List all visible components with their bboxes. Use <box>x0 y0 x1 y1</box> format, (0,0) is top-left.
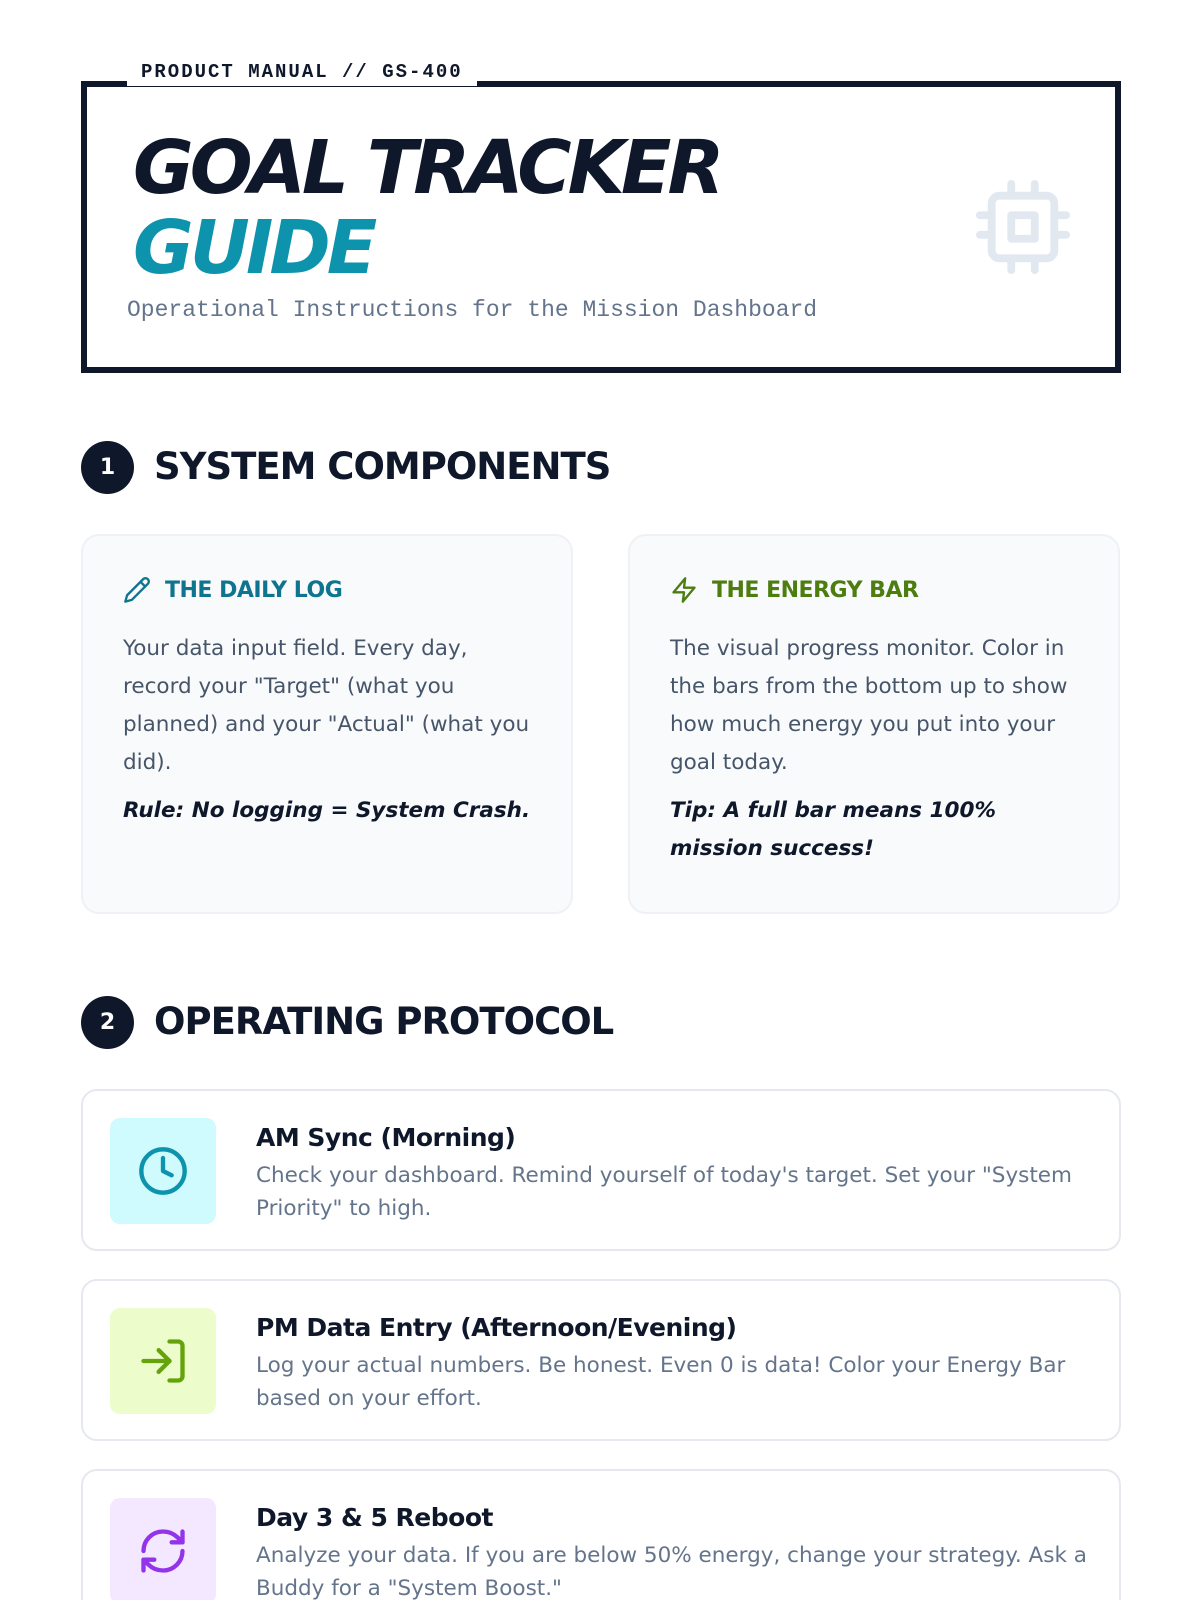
card-body <box>670 630 1090 868</box>
component-card-energy-bar <box>628 534 1120 914</box>
component-card-daily-log <box>81 534 573 914</box>
step-title: AM Sync (Morning) <box>256 1123 516 1152</box>
lightning-icon <box>670 576 698 604</box>
card-tip: Tip: A full bar means 100% mission success! <box>670 798 997 861</box>
step-title: Day 3 & 5 Reboot <box>256 1503 493 1532</box>
page-title-accent: GUIDE <box>133 205 374 291</box>
protocol-step-pm-entry <box>81 1279 1121 1441</box>
step-description: Log your actual numbers. Be honest. Even 0 is data! Color your Energy Bar based on your effort. <box>256 1353 1066 1411</box>
section-title-components: SYSTEM COMPONENTS <box>154 445 611 488</box>
step-icon-box <box>110 1498 216 1600</box>
card-rule: Rule: No logging = System Crash. <box>123 798 531 823</box>
step-description: Analyze your data. If you are below 50% energy, change your strategy. Ask a Buddy for a "System Boost." <box>256 1543 1087 1600</box>
section-number-1: 1 <box>81 441 134 494</box>
manual-tag: PRODUCT MANUAL // GS-400 <box>127 58 477 86</box>
step-icon-box <box>110 1308 216 1414</box>
clock-icon <box>137 1145 189 1197</box>
card-heading <box>670 576 918 604</box>
refresh-icon <box>137 1525 189 1577</box>
step-description: Check your dashboard. Remind yourself of today's target. Set your "System Priority" to high. <box>256 1163 1072 1221</box>
protocol-step-am-sync <box>81 1089 1121 1251</box>
pencil-icon <box>123 576 151 604</box>
chip-icon <box>976 180 1070 274</box>
card-title: THE ENERGY BAR <box>712 577 919 603</box>
card-heading <box>123 576 342 604</box>
step-title: PM Data Entry (Afternoon/Evening) <box>256 1313 737 1342</box>
card-description: The visual progress monitor. Color in the bars from the bottom up to show how much energy you put into your goal today. <box>670 636 1068 775</box>
log-in-icon <box>137 1335 189 1387</box>
section-number-2: 2 <box>81 996 134 1049</box>
card-body <box>123 630 543 830</box>
protocol-step-reboot <box>81 1469 1121 1600</box>
page-title: GOAL TRACKER <box>133 125 721 211</box>
step-icon-box <box>110 1118 216 1224</box>
card-title: THE DAILY LOG <box>165 577 343 603</box>
section-title-protocol: OPERATING PROTOCOL <box>154 1000 614 1043</box>
page-subtitle: Operational Instructions for the Mission Dashboard <box>127 297 818 323</box>
card-description: Your data input field. Every day, record your "Target" (what you planned) and your "Actual" (what you did). <box>123 636 530 775</box>
